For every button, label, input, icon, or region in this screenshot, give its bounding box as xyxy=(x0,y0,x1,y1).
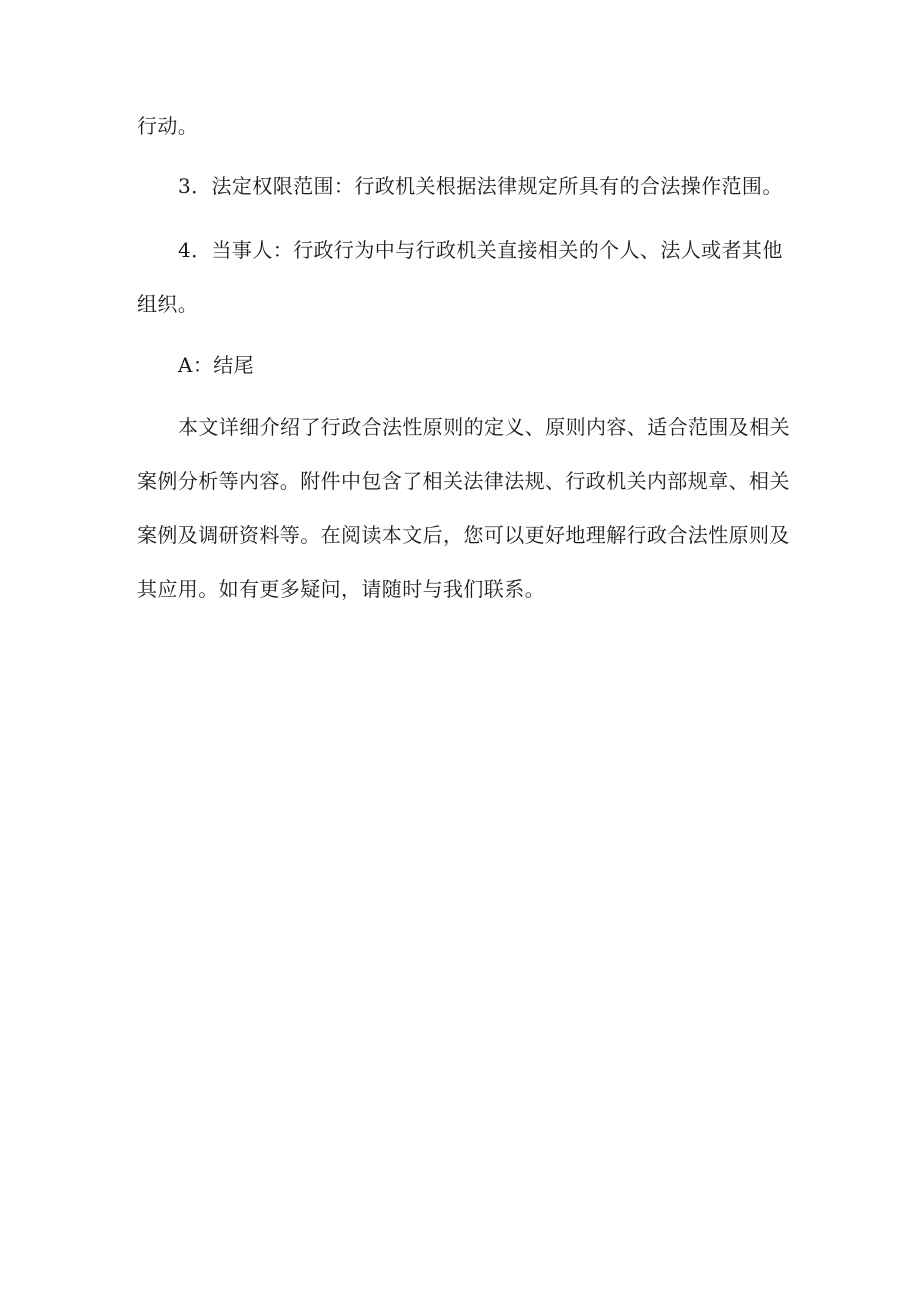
text-line: 案例分析等内容。附件中包含了相关法律法规、行政机关内部规章、相关 xyxy=(137,469,790,493)
paragraph-conclusion-body xyxy=(137,400,792,616)
paragraph-item-3 xyxy=(137,159,792,213)
paragraph-item-4 xyxy=(137,223,792,331)
heading-conclusion xyxy=(137,338,792,392)
text-line: 其应用。如有更多疑问，请随时与我们联系。 xyxy=(137,577,545,601)
paragraph-continuation xyxy=(137,99,792,153)
text-line: 本文详细介绍了行政合法性原则的定义、原则内容、适合范围及相关 xyxy=(178,415,790,439)
text-line: 案例及调研资料等。在阅读本文后，您可以更好地理解行政合法性原则及 xyxy=(137,523,790,547)
text-line: 行动。 xyxy=(137,114,199,138)
text-line: 3．法定权限范围：行政机关根据法律规定所具有的合法操作范围。 xyxy=(178,174,783,198)
text-line: 4．当事人：行政行为中与行政机关直接相关的个人、法人或者其他 xyxy=(178,238,783,262)
text-line: A：结尾 xyxy=(178,353,255,377)
text-line: 组织。 xyxy=(137,292,199,316)
